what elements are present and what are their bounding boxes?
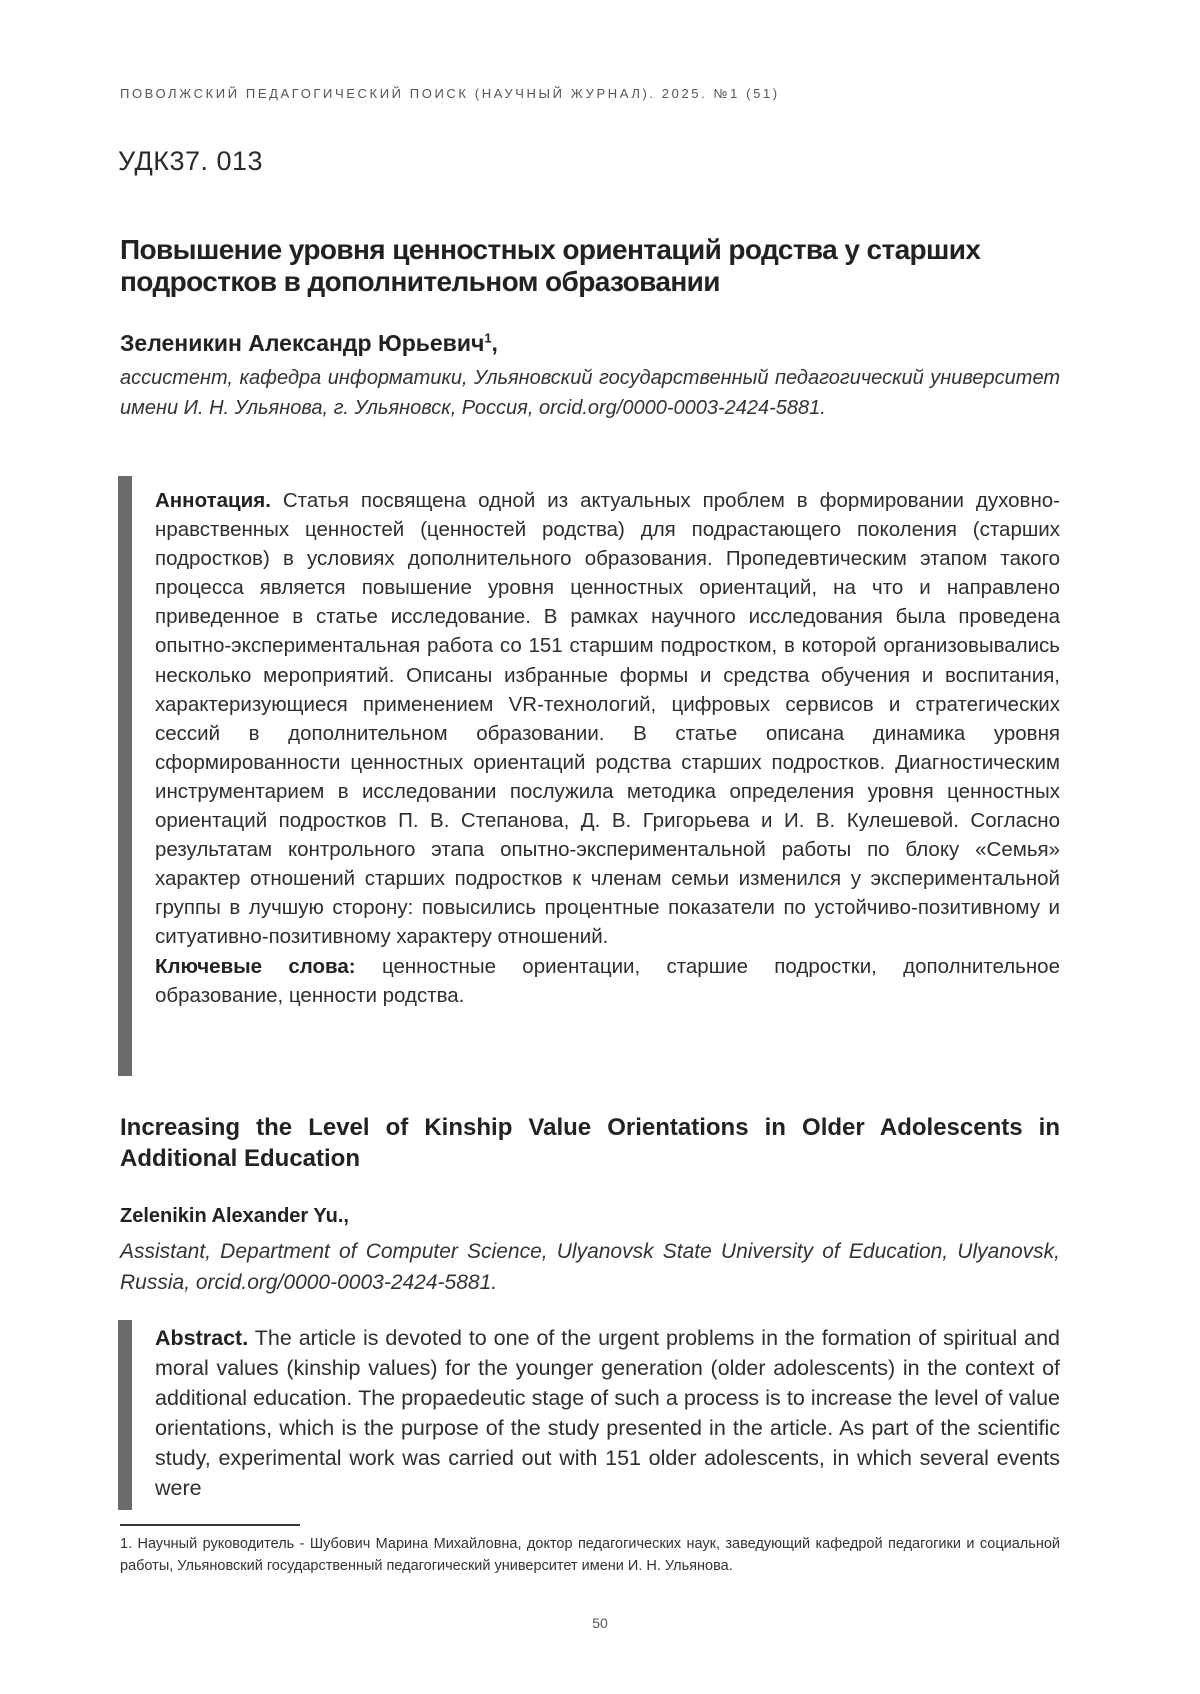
keywords-label-ru: Ключевые слова: — [155, 954, 356, 978]
udk-code: УДК37. 013 — [118, 146, 264, 176]
footnote-divider — [120, 1524, 300, 1526]
author-name-en: Zelenikin Alexander Yu., — [120, 1205, 349, 1227]
abstract-block-en — [118, 1320, 1060, 1510]
abstract-ru — [155, 486, 1060, 952]
author-name-ru — [120, 330, 498, 357]
abstract-label-en: Abstract. — [155, 1326, 249, 1350]
footnote-mark[interactable]: 1 — [484, 330, 492, 346]
article-title-en: Increasing the Level of Kinship Value Orientations in Older Adolescents in Additional Education — [120, 1114, 1060, 1172]
author-name-text: Зеленикин Александр Юрьевич — [120, 330, 485, 356]
abstract-label-ru: Аннотация. — [155, 489, 271, 512]
abstract-en — [155, 1323, 1060, 1503]
keywords-text-ru: ценностные ориентации, старшие подростки, дополнительное образование, ценности родства. — [155, 954, 1060, 1007]
abstract-text-en: The article is devoted to one of the urgent problems in the formation of spiritual and moral values (kinship values) for the younger generation (older adolescents) in the context of additional education. The propaedeutic stage of such a process is to increase the level of value orientations, which is the purpose of the study presented in the article. As part of the scientific study, experimental work was carried out with 151 older adolescents, in which several events were — [155, 1326, 1060, 1500]
abstract-block-ru — [118, 476, 1060, 1076]
page-number: 50 — [592, 1615, 608, 1631]
keywords-ru — [155, 952, 1060, 1010]
author-name-suffix: , — [491, 330, 498, 356]
author-affiliation-en: Assistant, Department of Computer Science, Ulyanovsk State University of Education, Ulyanovsk, Russia, orcid.org/0000-0003-2424-5881. — [120, 1240, 1060, 1294]
article-title-ru: Повышение уровня ценностных ориентаций родства у старших подростков в дополнительном образовании — [120, 234, 981, 297]
author-affiliation-ru: ассистент, кафедра информатики, Ульяновский государственный педагогический университет имени И. Н. Ульянова, г. Ульяновск, Россия, orcid.org/0000-0003-2424-5881. — [120, 367, 1060, 419]
footnote: 1. Научный руководитель - Шубович Марина Михайловна, доктор педагогических наук, заведующий кафедрой педагогики и социальной работы, Ульяновский государственный педагогический университет имени И. Н. Ульянова. — [120, 1536, 1060, 1574]
abstract-text-ru: Статья посвящена одной из актуальных проблем в формировании духовно-нравственных ценностей (ценностей родства) для подрастающего поколения (старших подростков) в условиях дополнительного образования. Пропедевтическим этапом такого процесса является повышение уровня ценностных ориентаций, на что и направлено приведенное в статье исследование. В рамках научного исследования была проведена опытно-экспериментальная работа со 151 старшим подростком, в которой организовывались несколько мероприятий. Описаны избранные формы и средства обучения и воспитания, характеризующиеся применением VR-технологий, цифровых сервисов и стратегических сессий в дополнительном образовании. В статье описана динамика уровня сформированности ценностных ориентаций родства старших подростков. Диагностическим инструментарием в исследовании послужила методика определения уровня ценностных ориентаций подростков П. В. Степанова, Д. В. Григорьева и И. В. Кулешевой. Согласно результатам контрольного этапа опытно-экспериментальной работы по блоку «Семья» характер отношений старших подростков к членам семьи изменился у экспериментальной группы в лучшую сторону: повысились процентные показатели по устойчиво-позитивному и ситуативно-позитивному характеру отношений. — [155, 489, 1061, 949]
running-header: ПОВОЛЖСКИЙ ПЕДАГОГИЧЕСКИЙ ПОИСК (НАУЧНЫЙ ЖУРНАЛ). 2025. №1 (51) — [120, 86, 780, 101]
